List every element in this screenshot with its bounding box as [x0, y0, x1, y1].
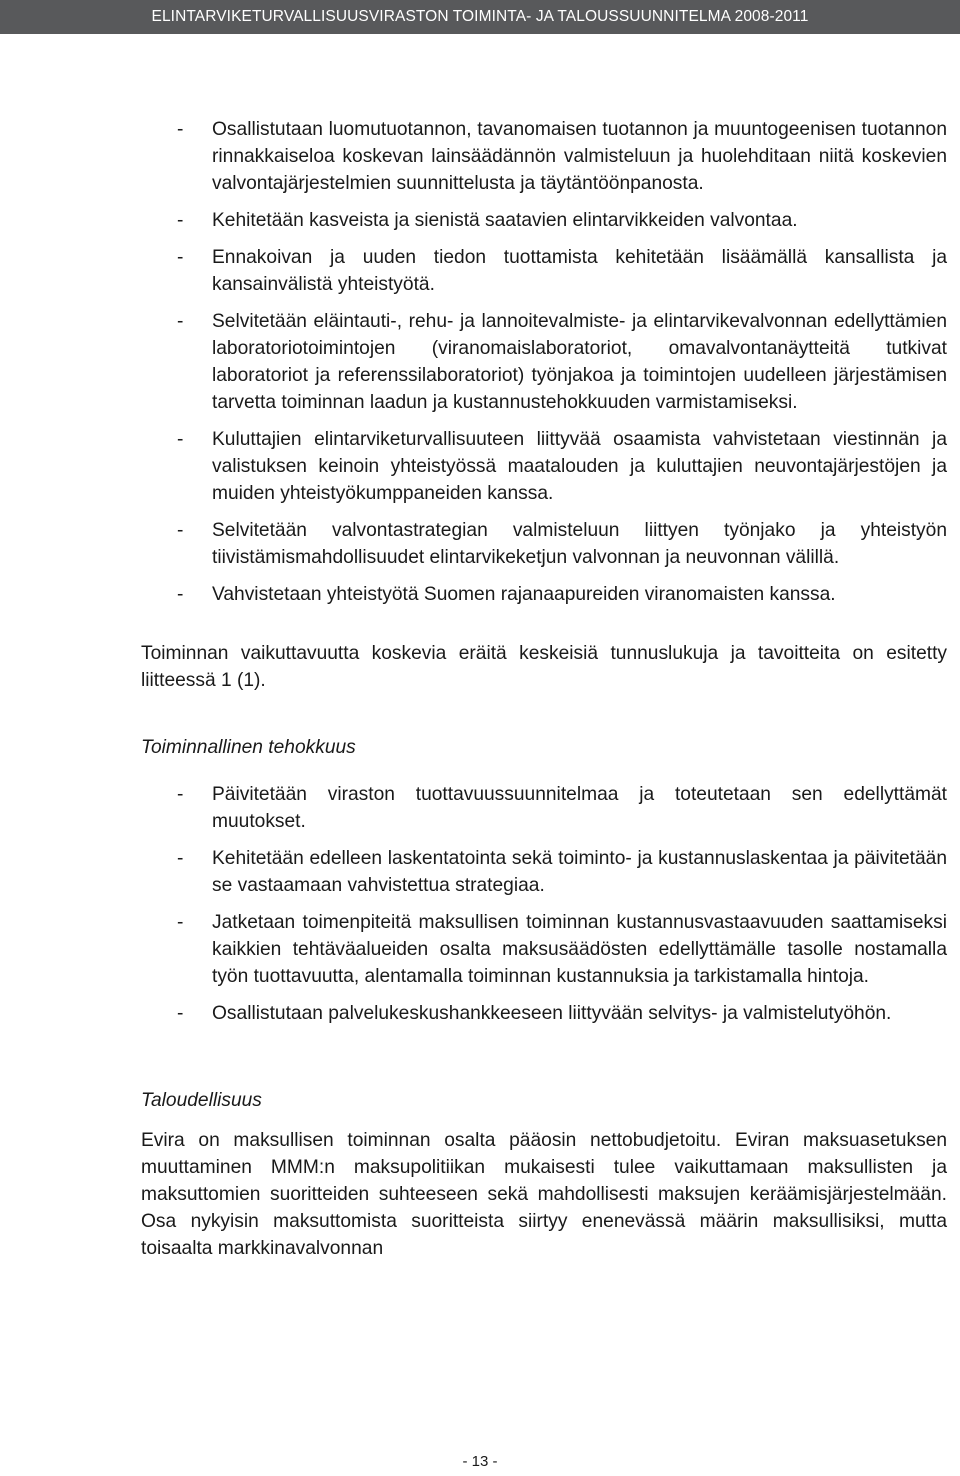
- bullet-list-efficiency: [141, 781, 947, 1027]
- section-heading-finance: Taloudellisuus: [141, 1090, 262, 1111]
- list-item: [141, 116, 947, 197]
- dash-marker: -: [177, 1003, 184, 1024]
- list-item-text: Kehitetään edelleen laskentatointa sekä toiminto- ja kustannuslaskentaa ja päivitetään se vastaamaan vahvistettua strategiaa.: [212, 848, 947, 896]
- list-item: [141, 244, 947, 298]
- dash-marker: -: [177, 210, 184, 231]
- list-item-text: Jatketaan toimenpiteitä maksullisen toiminnan kustannusvastaavuuden saattamiseksi kaikkien tehtäväalueiden osalta maksusäädösten edellyttämälle tasolle nostamalla työn tuottavuutta, alentamalla toiminnan kustannuksia ja tarkistamalla hintoja.: [212, 912, 947, 987]
- list-item: [141, 1000, 947, 1027]
- dash-marker: -: [177, 848, 184, 869]
- list-item-text: Selvitetään valvontastrategian valmisteluun liittyen työnjako ja yhteistyön tiivistämismahdollisuudet elintarvikeketjun valvonnan ja neuvonnan välillä.: [212, 520, 947, 568]
- running-header: [0, 0, 960, 34]
- header-title: ELINTARVIKETURVALLISUUSVIRASTON TOIMINTA- JA TALOUSSUUNNITELMA 2008-2011: [151, 8, 809, 25]
- list-item: [141, 517, 947, 571]
- list-item-text: Vahvistetaan yhteistyötä Suomen rajanaapureiden viranomaisten kanssa.: [212, 584, 836, 605]
- list-item: [141, 207, 947, 234]
- dash-marker: -: [177, 784, 184, 805]
- finance-paragraph: Evira on maksullisen toiminnan osalta pääosin nettobudjetoitu. Eviran maksuasetuksen muuttaminen MMM:n maksupolitiikan mukaisesti tulee vaikuttamaan maksullisten ja maksuttomien suoritteiden suhteeseen sekä mahdollisesti maksujen keräämisjärjestelmään. Osa nykyisin maksuttomista suoritteista siirtyy enenevässä määrin maksullisiksi, mutta toisaalta markkinavalvonnan: [141, 1130, 947, 1259]
- list-item: [141, 909, 947, 990]
- section-heading-efficiency: Toiminnallinen tehokkuus: [141, 737, 356, 758]
- list-item-text: Osallistutaan palvelukeskushankkeeseen liittyvään selvitys- ja valmistelutyöhön.: [212, 1003, 892, 1024]
- list-item-text: Kehitetään kasveista ja sienistä saatavien elintarvikkeiden valvontaa.: [212, 210, 798, 231]
- list-item: [141, 781, 947, 835]
- dash-marker: -: [177, 584, 184, 605]
- list-item-text: Päivitetään viraston tuottavuussuunnitelmaa ja toteutetaan sen edellyttämät muutokset.: [212, 784, 947, 832]
- list-item-text: Selvitetään eläintauti-, rehu- ja lannoitevalmiste- ja elintarvikevalvonnan edellyttämien laboratoriotoimintojen (viranomaislaboratoriot, omavalvontanäytteitä tutkivat laboratoriot ja referenssilaboratoriot) työnjakoa ja toimintojen uudelleen järjestämisen tarvetta toiminnan laadun ja kustannustehokkuuden varmistamiseksi.: [212, 311, 947, 413]
- bullet-list-top: [141, 116, 947, 608]
- list-item: [141, 308, 947, 416]
- page-number: - 13 -: [462, 1453, 498, 1470]
- list-item: [141, 845, 947, 899]
- dash-marker: -: [177, 520, 184, 541]
- list-item-text: Kuluttajien elintarviketurvallisuuteen liittyvää osaamista vahvistetaan viestinnän ja valistuksen keinoin yhteistyössä maatalouden ja kuluttajien neuvontajärjestöjen ja muiden yhteistyökumppaneiden kanssa.: [212, 429, 947, 504]
- dash-marker: -: [177, 311, 184, 332]
- list-item: [141, 581, 947, 608]
- list-item-text: Osallistutaan luomutuotannon, tavanomaisen tuotannon ja muuntogeenisen tuotannon rinnakkaiseloa koskevan lainsäädännön valmisteluun ja huolehditaan niitä koskevien valvontajärjestelmien suunnittelusta ja täytäntöönpanosta.: [212, 119, 947, 194]
- list-item: [141, 426, 947, 507]
- dash-marker: -: [177, 912, 184, 933]
- indicators-paragraph: Toiminnan vaikuttavuutta koskevia eräitä keskeisiä tunnuslukuja ja tavoitteita on esitetty liitteessä 1 (1).: [141, 643, 947, 691]
- list-item-text: Ennakoivan ja uuden tiedon tuottamista kehitetään lisäämällä kansallista ja kansainvälistä yhteistyötä.: [212, 247, 947, 295]
- page-body: [141, 116, 947, 1262]
- dash-marker: -: [177, 247, 184, 268]
- dash-marker: -: [177, 429, 184, 450]
- dash-marker: -: [177, 119, 184, 140]
